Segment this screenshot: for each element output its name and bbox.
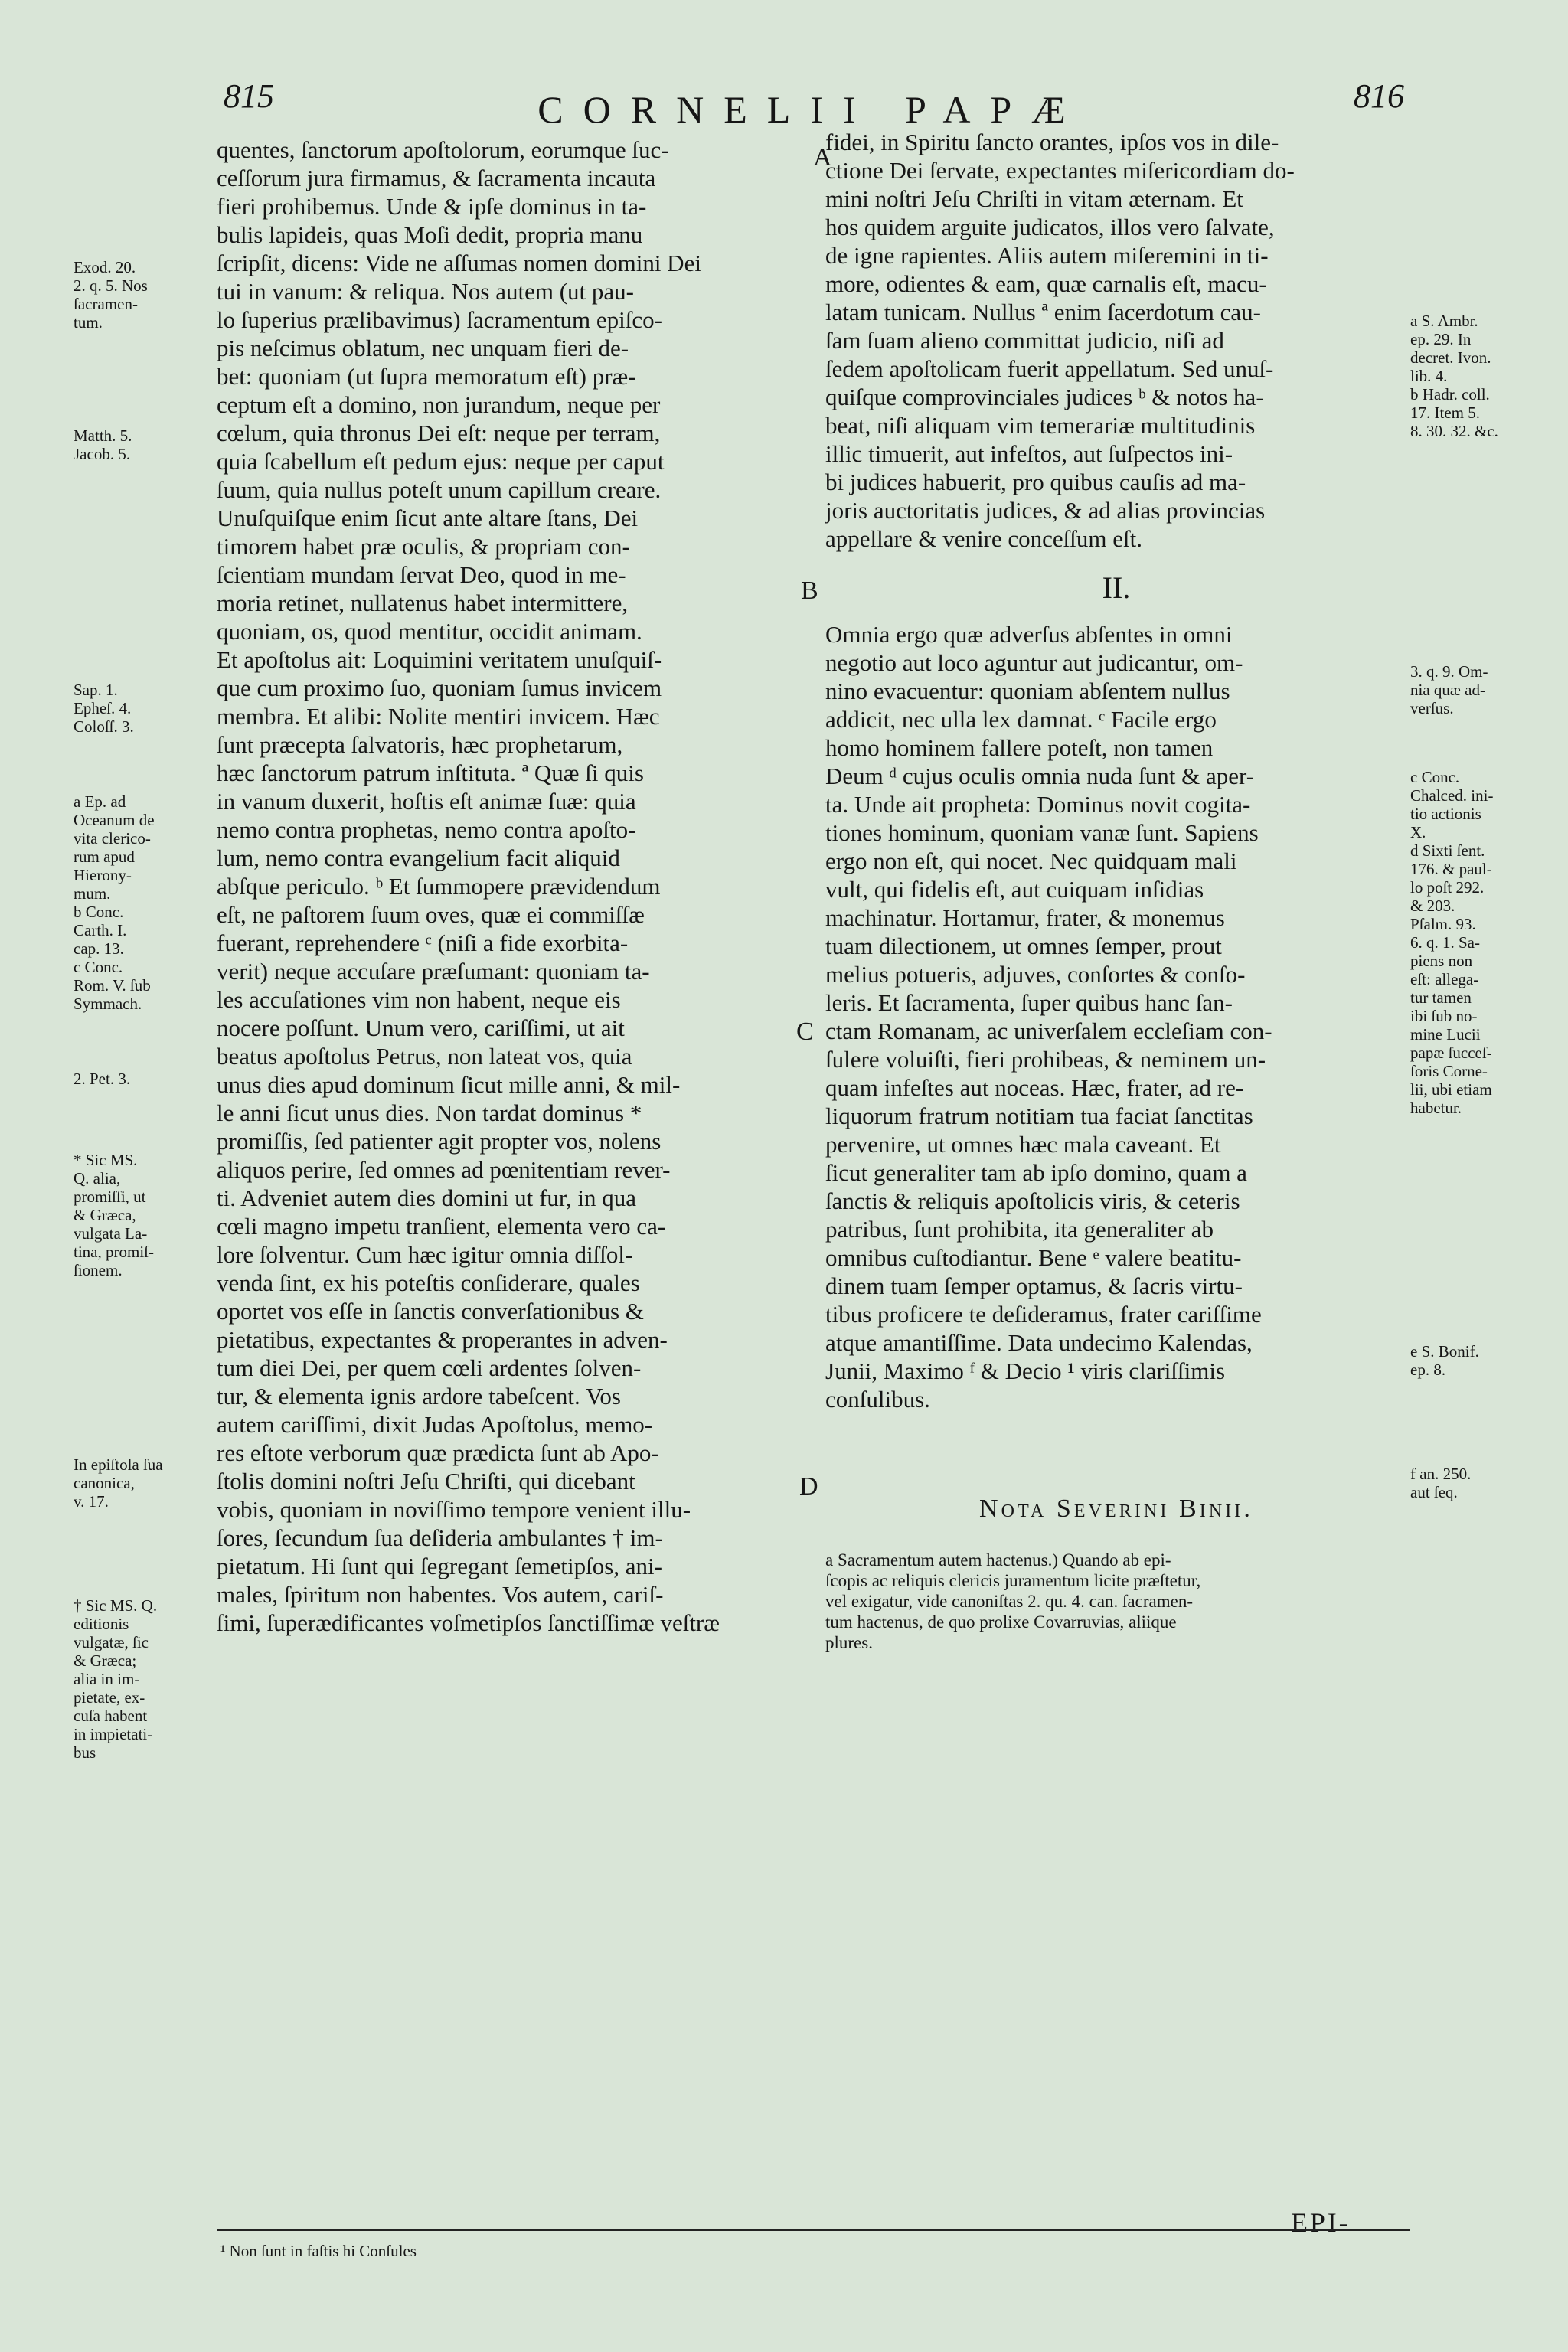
margin-note: Sap. 1. Epheſ. 4. Coloſſ. 3.	[74, 681, 134, 736]
text-line: fuerant, reprehendere ᶜ (niſi a fide exorbita-	[217, 929, 629, 956]
text-line: liquorum fratrum notitiam tua faciat ſanctitas	[825, 1102, 1253, 1129]
text-line: ſanctis & reliquis apoſtolicis viris, & ceteris	[825, 1187, 1240, 1214]
text-line: dinem tuam ſemper optamus, & ſacris virtu-	[825, 1272, 1243, 1299]
text-line: more, odientes & eam, quæ carnalis eſt, macu-	[825, 270, 1267, 297]
text-line: bet: quoniam (ut ſupra memoratum eſt) præ-	[217, 363, 636, 390]
text-line: nocere poſſunt. Unum vero, cariſſimi, ut ait	[217, 1014, 625, 1041]
text-line: tibus proficere te deſideramus, frater cariſſime	[825, 1301, 1262, 1328]
text-line: Omnia ergo quæ adverſus abſentes in omni	[825, 621, 1233, 648]
text-line: aliquos perire, ſed omnes ad pœnitentiam rever-	[217, 1156, 671, 1183]
text-line: ſores, ſecundum ſua deſideria ambulantes † im-	[217, 1524, 663, 1551]
margin-note: f an. 250. aut ſeq.	[1410, 1465, 1472, 1501]
text-line: ceſſorum jura firmamus, & ſacramenta incauta	[217, 165, 656, 191]
text-line: quiſque comprovinciales judices ᵇ & notos ha-	[825, 384, 1264, 410]
text-line: beat, niſi aliquam vim temerariæ multitudinis	[825, 412, 1256, 439]
margin-note: Matth. 5. Jacob. 5.	[74, 426, 132, 463]
text-line: lum, nemo contra evangelium facit aliquid	[217, 844, 620, 871]
text-line: tiones hominum, quoniam vanæ ſunt. Sapiens	[825, 819, 1259, 846]
text-line: fidei, in Spiritu ſancto orantes, ipſos vos in dile-	[825, 129, 1279, 155]
text-line: melius potueris, adjuves, conſortes & conſo-	[825, 961, 1246, 988]
text-line: appellare & venire conceſſum eſt.	[825, 525, 1143, 552]
text-line: patribus, ſunt prohibita, ita generaliter ab	[825, 1216, 1214, 1243]
text-line: quia ſcabellum eſt pedum ejus: neque per caput	[217, 448, 665, 475]
text-line: verit) neque accuſare præſumant: quoniam ta-	[217, 958, 650, 985]
running-title: CORNELII PAPÆ	[537, 88, 1086, 131]
text-line: a Sacramentum autem hactenus.) Quando ab epi-	[825, 1550, 1171, 1570]
text-line: timorem habet præ oculis, & propriam con-	[217, 533, 630, 560]
text-line: leris. Et ſacramenta, ſuper quibus hanc ſan-	[825, 989, 1233, 1016]
editor-note	[825, 1494, 1407, 1653]
text-line: que cum proximo ſuo, quoniam ſumus invicem	[217, 675, 662, 701]
text-line: negotio aut loco aguntur aut judicantur, om-	[825, 649, 1243, 676]
section-letter-c: C	[796, 1018, 814, 1046]
text-line: unus dies apud dominum ſicut mille anni, & mil-	[217, 1071, 681, 1098]
editor-note-title: Nota Severini Binii.	[979, 1494, 1253, 1523]
text-line: ſunt præcepta ſalvatoris, hæc prophetarum,	[217, 731, 623, 758]
right-column-part-a	[825, 128, 1407, 553]
text-line: ſcripſit, dicens: Vide ne aſſumas nomen domini Dei	[217, 250, 701, 276]
text-line: ſuum, quia nullus poteſt unum capillum creare.	[217, 476, 662, 503]
text-line: ſtolis domini noſtri Jeſu Chriſti, qui dicebant	[217, 1468, 635, 1494]
text-line: pervenire, ut omnes hæc mala caveant. Et	[825, 1131, 1221, 1158]
margin-note: c Conc. Chalced. ini- tio actionis X. d Sixti ſent. 176. & paul- lo poſt 292. & 203. Pſalm. 93. 6. q. 1. Sa- piens non eſt: allega- tur tamen ibi ſub no- mine Lucii papæ ſucceſ- ſoris Corne- lii, ubi etiam habetur.	[1410, 768, 1494, 1117]
text-line: ſicut generaliter tam ab ipſo domino, quam a	[825, 1159, 1247, 1186]
text-line: mini noſtri Jeſu Chriſti in vitam æternam. Et	[825, 185, 1243, 212]
text-line: cœlum, quia thronus Dei eſt: neque per terram,	[217, 420, 661, 446]
margin-note: † Sic MS. Q. editionis vulgatæ, ſic & Græca; alia in im- pietate, ex- cuſa habent in impietati- bus	[74, 1596, 158, 1762]
left-text-column	[217, 136, 792, 1637]
text-line: vel exigatur, vide canoniſtas 2. qu. 4. can. ſacramen-	[825, 1592, 1193, 1611]
footnote-rule	[217, 2230, 1410, 2231]
text-line: nemo contra prophetas, nemo contra apoſto-	[217, 816, 636, 843]
text-line: Deum ᵈ cujus oculis omnia nuda ſunt & aper-	[825, 763, 1255, 789]
page-number-right: 816	[1354, 77, 1404, 115]
text-line: ſulere voluiſti, fieri prohibeas, & neminem un-	[825, 1046, 1266, 1073]
text-line: tum diei Dei, per quem cœli ardentes ſolven-	[217, 1354, 642, 1381]
section-letter-b: B	[801, 577, 818, 605]
text-line: homo hominem fallere poteſt, non tamen	[825, 734, 1214, 761]
text-line: ta. Unde ait propheta: Dominus novit cogita-	[825, 791, 1251, 818]
margin-note: * Sic MS. Q. alia, promiſſi, ut & Græca, vulgata La- tina, promiſ- ſionem.	[74, 1151, 154, 1279]
margin-note: Exod. 20. 2. q. 5. Nos ſacramen- tum.	[74, 258, 148, 332]
text-line: vobis, quoniam in noviſſimo tempore venient illu-	[217, 1496, 691, 1523]
text-line: machinatur. Hortamur, frater, & monemus	[825, 904, 1225, 931]
footnote: ¹ Non ſunt in faſtis hi Conſules	[220, 2242, 416, 2260]
text-line: quoniam, os, quod mentitur, occidit animam.	[217, 618, 642, 645]
text-line: latam tunicam. Nullus ª enim ſacerdotum cau-	[825, 299, 1261, 325]
text-line: tui in vanum: & reliqua. Nos autem (ut pau-	[217, 278, 634, 305]
text-line: abſque periculo. ᵇ Et ſummopere prævidendum	[217, 873, 661, 900]
text-line: ſcientiam mundam ſervat Deo, quod in me-	[217, 561, 626, 588]
text-line: pietatum. Hi ſunt qui ſegregant ſemetipſos, ani-	[217, 1553, 662, 1579]
text-line: beatus apoſtolus Petrus, non lateat vos, quia	[217, 1043, 632, 1070]
text-line: lore ſolventur. Cum hæc igitur omnia diſſol-	[217, 1241, 633, 1268]
text-line: ſam ſuam alieno committat judicio, niſi ad	[825, 327, 1224, 354]
text-line: lo ſuperius prælibavimus) ſacramentum epiſco-	[217, 306, 662, 333]
text-line: tuam dilectionem, ut omnes ſemper, prout	[825, 933, 1222, 959]
margin-note: In epiſtola ſua canonica, v. 17.	[74, 1455, 163, 1511]
text-line: ctam Romanam, ac univerſalem eccleſiam con-	[825, 1018, 1272, 1044]
margin-note: 2. Pet. 3.	[74, 1070, 131, 1088]
text-line: nino evacuentur: quoniam abſentem nullus	[825, 678, 1230, 704]
text-line: omnibus cuſtodiantur. Bene ᵉ valere beatitu-	[825, 1244, 1242, 1271]
margin-note: a S. Ambr. ep. 29. In decret. Ivon. lib. 4. b Hadr. coll. 17. Item 5. 8. 30. 32. &c.	[1410, 312, 1498, 440]
section-letter-a: A	[813, 143, 832, 172]
text-line: fieri prohibemus. Unde & ipſe dominus in ta-	[217, 193, 647, 220]
text-line: membra. Et alibi: Nolite mentiri invicem. Hæc	[217, 703, 660, 730]
text-line: plures.	[825, 1633, 873, 1652]
section-letter-d: D	[799, 1472, 818, 1501]
editor-note-body	[825, 1550, 1407, 1653]
text-line: conſulibus.	[825, 1386, 930, 1413]
margin-note: 3. q. 9. Om- nia quæ ad- verſus.	[1410, 662, 1488, 717]
text-line: ſimi, ſuperædificantes voſmetipſos ſanctiſſimæ veſtræ	[217, 1609, 720, 1636]
text-line: res eſtote verborum quæ prædicta ſunt ab Apo-	[217, 1439, 659, 1466]
text-line: Junii, Maximo ᶠ & Decio ¹ viris clariſſimis	[825, 1357, 1226, 1384]
text-line: ti. Adveniet autem dies domini ut fur, in qua	[217, 1184, 637, 1211]
text-line: vult, qui fidelis eſt, aut cuiquam inſidias	[825, 876, 1204, 903]
text-line: atque amantiſſime. Data undecimo Kalendas,	[825, 1329, 1253, 1356]
page-number-left: 815	[224, 77, 274, 115]
text-line: les accuſationes vim non habent, neque eis	[217, 986, 621, 1013]
text-line: ſcopis ac reliquis clericis juramentum licite præſtetur,	[825, 1571, 1201, 1590]
catchword: EPI-	[1291, 2207, 1351, 2238]
text-line: venda ſint, ex his poteſtis conſiderare, quales	[217, 1269, 640, 1296]
text-line: tum hactenus, de quo prolixe Covarruvias, aliique	[825, 1612, 1177, 1632]
text-line: ctione Dei ſervate, expectantes miſericordiam do-	[825, 157, 1295, 184]
text-line: in vanum duxerit, hoſtis eſt animæ ſuæ: quia	[217, 788, 636, 815]
text-line: hæc ſanctorum patrum inſtituta. ª Quæ ſi quis	[217, 760, 644, 786]
text-line: quentes, ſanctorum apoſtolorum, eorumque ſuc-	[217, 136, 669, 163]
section-heading: II.	[1102, 570, 1131, 605]
margin-note: e S. Bonif. ep. 8.	[1410, 1342, 1479, 1379]
text-line: ergo non eſt, qui nocet. Nec quidquam mali	[825, 848, 1237, 874]
text-line: le anni ſicut unus dies. Non tardat dominus *	[217, 1099, 642, 1126]
text-line: cœli magno impetu tranſient, elementa vero ca-	[217, 1213, 666, 1240]
text-line: addicit, nec ulla lex damnat. ᶜ Facile ergo	[825, 706, 1217, 733]
text-line: Et apoſtolus ait: Loquimini veritatem unuſquiſ-	[217, 646, 662, 673]
text-line: hos quidem arguite judicatos, illos vero ſalvate,	[825, 214, 1275, 240]
text-line: tur, & elementa ignis ardore tabeſcent. Vos	[217, 1383, 621, 1410]
right-text-column	[825, 128, 1407, 1413]
text-line: ceptum eſt a domino, non jurandum, neque per	[217, 391, 661, 418]
text-line: ſedem apoſtolicam fuerit appellatum. Sed unuſ-	[825, 355, 1274, 382]
text-line: quam infeſtes aut noceas. Hæc, frater, ad re-	[825, 1074, 1244, 1101]
text-line: autem cariſſimi, dixit Judas Apoſtolus, memo-	[217, 1411, 653, 1438]
right-column-part-b	[825, 620, 1407, 1413]
text-line: moria retinet, nullatenus habet intermittere,	[217, 590, 629, 616]
text-line: oportet vos eſſe in ſanctis converſationibus &	[217, 1298, 644, 1325]
text-line: joris auctoritatis judices, & ad alias provincias	[825, 497, 1266, 524]
text-line: pietatibus, expectantes & properantes in adven-	[217, 1326, 668, 1353]
text-line: promiſſis, ſed patienter agit propter vos, nolens	[217, 1128, 662, 1155]
text-line: males, ſpiritum non habentes. Vos autem, cariſ-	[217, 1581, 664, 1608]
text-line: de igne rapientes. Aliis autem miſeremini in ti-	[825, 242, 1269, 269]
text-line: pis neſcimus oblatum, nec unquam fieri de-	[217, 335, 629, 361]
text-line: bulis lapideis, quas Moſi dedit, propria manu	[217, 221, 643, 248]
text-line: eſt, ne paſtorem ſuum oves, quæ ei commiſſæ	[217, 901, 645, 928]
text-line: bi judices habuerit, pro quibus cauſis ad ma-	[825, 469, 1246, 495]
margin-note: a Ep. ad Oceanum de vita clerico- rum apud Hierony- mum. b Conc. Carth. I. cap. 13. c Conc. Rom. V. ſub Symmach.	[74, 792, 155, 1013]
text-line: illic timuerit, aut infeſtos, aut ſuſpectos ini-	[825, 440, 1233, 467]
text-line: Unuſquiſque enim ſicut ante altare ſtans, Dei	[217, 505, 639, 531]
